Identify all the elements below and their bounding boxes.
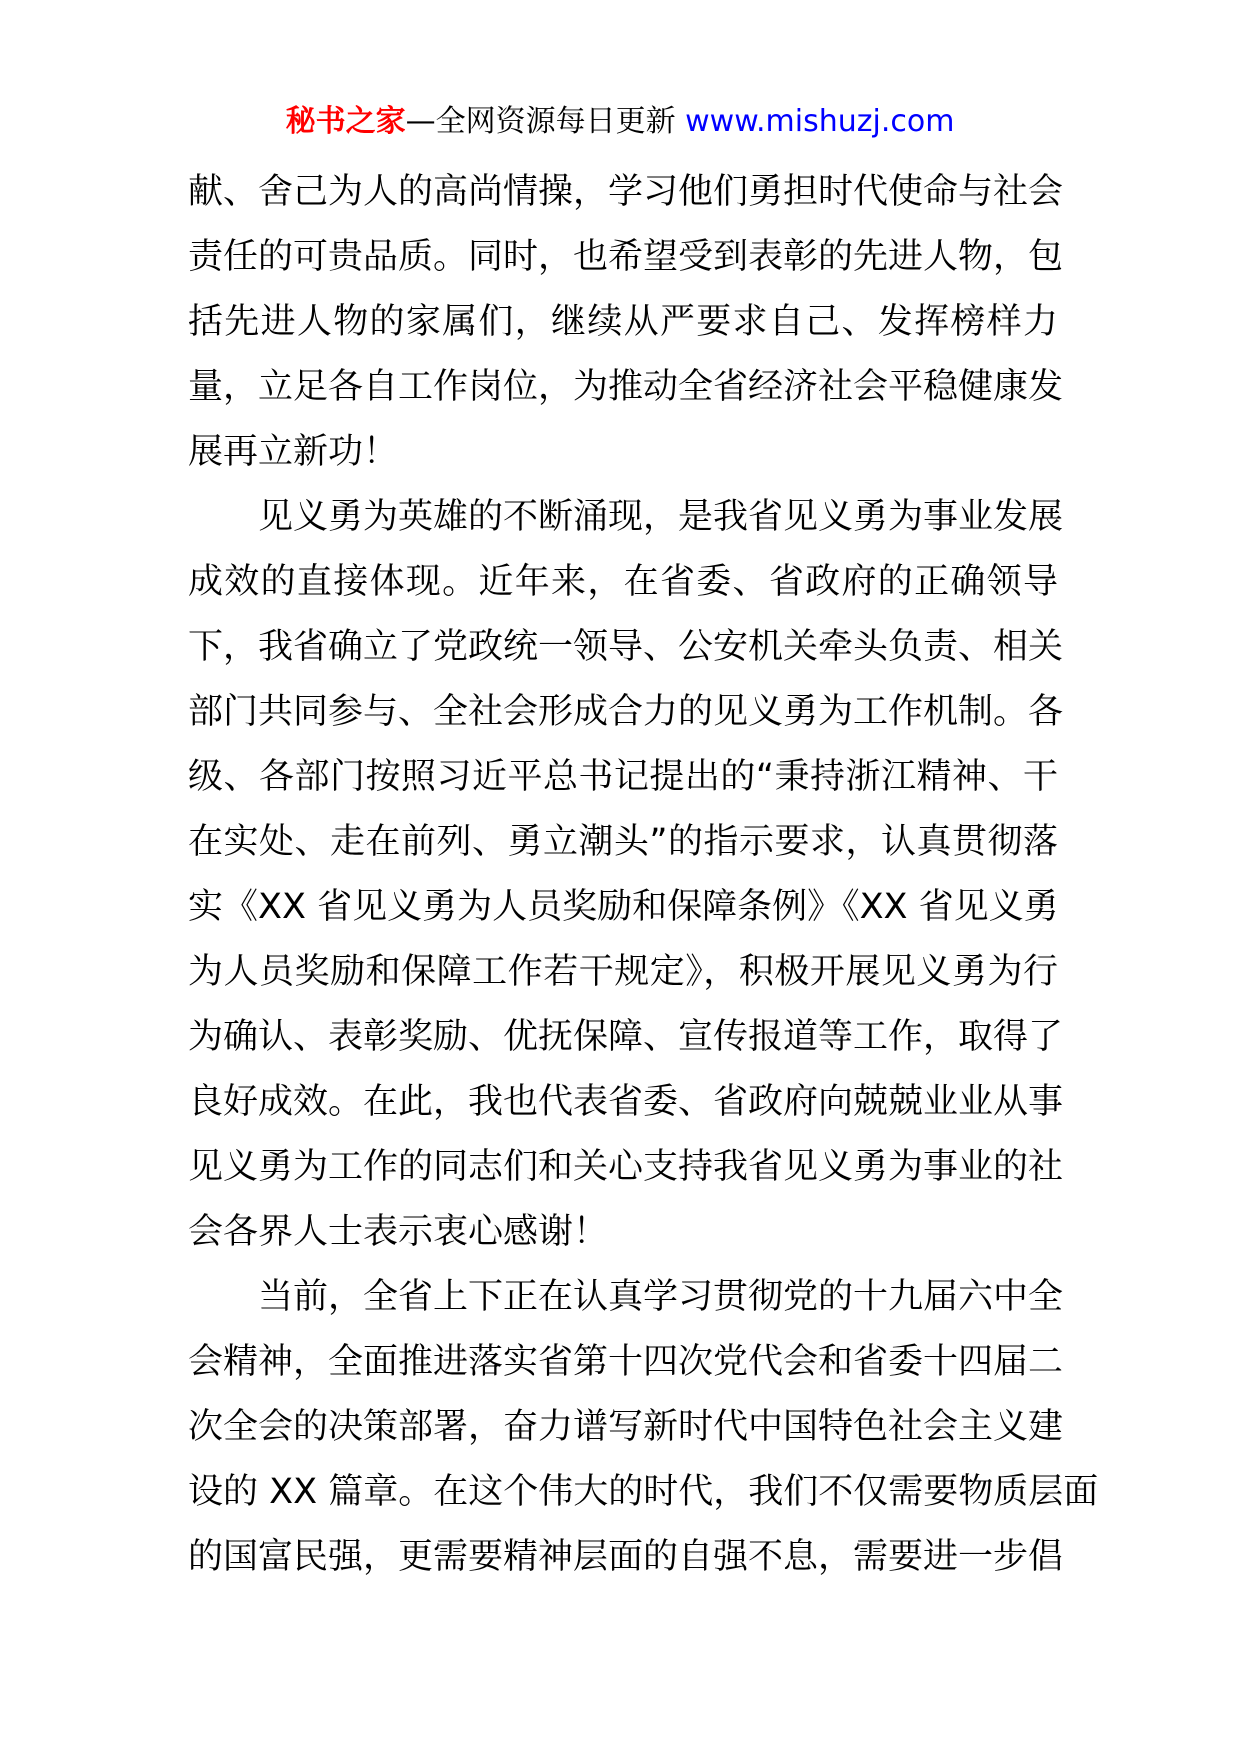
text-line: 会精神，全面推进落实省第十四次党代会和省委十四届二 — [188, 1342, 1064, 1382]
text-line: 见义勇为英雄的不断涌现，是我省见义勇为事业发展 — [258, 497, 1064, 537]
text-line: 设的 XX 篇章。在这个伟大的时代，我们不仅需要物质层面 — [188, 1472, 1099, 1512]
text-line: 在实处、走在前列、勇立潮头”的指示要求，认真贯彻落 — [188, 822, 1058, 862]
paragraph — [188, 485, 1064, 1265]
text-line: 下，我省确立了党政统一领导、公安机关牵头负责、相关 — [188, 627, 1064, 667]
text-line: 良好成效。在此，我也代表省委、省政府向兢兢业业从事 — [188, 1082, 1064, 1122]
text-line: 的国富民强，更需要精神层面的自强不息，需要进一步倡 — [188, 1537, 1064, 1577]
text-line: 见义勇为工作的同志们和关心支持我省见义勇为事业的社 — [188, 1147, 1064, 1187]
text-line: 展再立新功！ — [188, 432, 399, 472]
text-line: 责任的可贵品质。同时，也希望受到表彰的先进人物，包 — [188, 237, 1064, 277]
text-line: 为人员奖励和保障工作若干规定》，积极开展见义勇为行 — [188, 952, 1058, 992]
paragraph — [188, 160, 1064, 485]
header-tagline: —全网资源每日更新 — [405, 104, 686, 139]
text-line: 级、各部门按照习近平总书记提出的“秉持浙江精神、干 — [188, 757, 1058, 797]
text-line: 实《XX 省见义勇为人员奖励和保障条例》《XX 省见义勇 — [188, 887, 1059, 927]
text-line: 当前，全省上下正在认真学习贯彻党的十九届六中全 — [258, 1277, 1064, 1317]
text-line: 献、舍己为人的高尚情操，学习他们勇担时代使命与社会 — [188, 172, 1064, 212]
page-header — [0, 100, 1240, 144]
text-line: 部门共同参与、全社会形成合力的见义勇为工作机制。各 — [188, 692, 1064, 732]
header-brand: 秘书之家 — [285, 104, 406, 139]
text-line: 成效的直接体现。近年来，在省委、省政府的正确领导 — [188, 562, 1058, 602]
text-line: 括先进人物的家属们，继续从严要求自己、发挥榜样力 — [188, 302, 1058, 342]
header-url-link[interactable]: www.mishuzj.com — [685, 104, 955, 139]
paragraph — [188, 1265, 1099, 1590]
document-body — [188, 160, 1099, 1590]
text-line: 会各界人士表示衷心感谢！ — [188, 1212, 609, 1252]
text-line: 次全会的决策部署，奋力谱写新时代中国特色社会主义建 — [188, 1407, 1064, 1447]
text-line: 为确认、表彰奖励、优抚保障、宣传报道等工作，取得了 — [188, 1017, 1064, 1057]
text-line: 量，立足各自工作岗位，为推动全省经济社会平稳健康发 — [188, 367, 1064, 407]
